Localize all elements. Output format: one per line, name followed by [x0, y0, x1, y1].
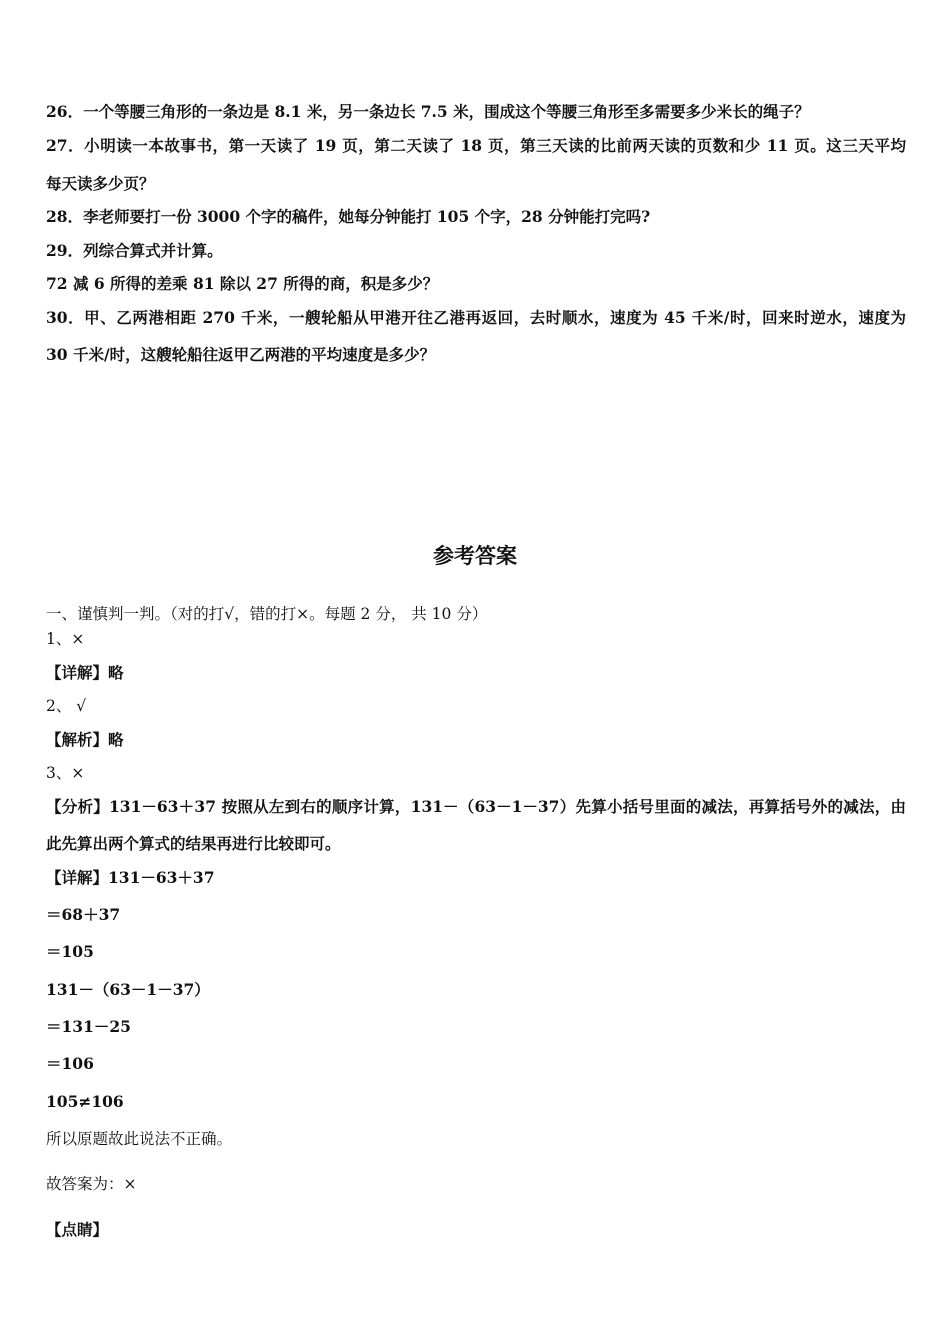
question-28: 28．李老师要打一份 3000 个字的稿件，她每分钟能打 105 个字，28 分钟能打完吗? [46, 207, 651, 226]
section-1-heading: 一、谨慎判一判。（对的打√，错的打×。每题 2 分， 共 10 分） [46, 605, 488, 623]
answer-3-step4: ＝106 [46, 1054, 94, 1073]
question-27-line2: 每天读多少页？ [46, 174, 155, 193]
answer-3-conclusion: 所以原题故此说法不正确。 [46, 1130, 233, 1148]
answer-3-analysis-line2: 此先算出两个算式的结果再进行比较即可。 [46, 834, 341, 853]
answer-3-note: 【点睛】 [46, 1220, 109, 1239]
answer-2: 2、 √ [46, 697, 87, 715]
question-27-line1: 27．小明读一本故事书，第一天读了 19 页，第二天读了 18 页，第三天读的比前两天读的页数和少 11 页。这三天平均 [46, 136, 906, 155]
answer-1: 1、× [46, 630, 85, 648]
answer-3-final: 故答案为：× [46, 1175, 137, 1193]
answer-3-step1: ＝68＋37 [46, 905, 121, 924]
answer-3: 3、× [46, 764, 85, 782]
answers-title: 参考答案 [433, 544, 517, 568]
question-30-line2: 30 千米/时，这艘轮船往返甲乙两港的平均速度是多少？ [46, 345, 436, 364]
question-29: 29．列综合算式并计算。 [46, 241, 223, 260]
answer-3-compare: 105≠106 [46, 1092, 124, 1111]
answer-3-analysis-line1: 【分析】131－63＋37 按照从左到右的顺序计算，131－（63－1－37）先算小括号里面的减法，再算括号外的减法，由 [46, 797, 906, 816]
answer-2-detail: 【解析】略 [46, 730, 124, 749]
answer-3-expr2: 131－（63－1－37） [46, 980, 210, 999]
answer-3-step2: ＝105 [46, 942, 94, 961]
answer-1-detail: 【详解】略 [46, 663, 124, 682]
question-26: 26．一个等腰三角形的一条边是 8.1 米，另一条边长 7.5 米，围成这个等腰三角形至多需要多少米长的绳子？ [46, 102, 810, 121]
answer-3-step3: ＝131－25 [46, 1017, 131, 1036]
answer-3-detail: 【详解】131－63＋37 [46, 868, 215, 887]
question-30-line1: 30．甲、乙两港相距 270 千米，一艘轮船从甲港开往乙港再返回，去时顺水，速度为 45 千米/时，回来时逆水，速度为 [46, 308, 906, 327]
question-29-sub: 72 减 6 所得的差乘 81 除以 27 所得的商，积是多少？ [46, 274, 439, 293]
